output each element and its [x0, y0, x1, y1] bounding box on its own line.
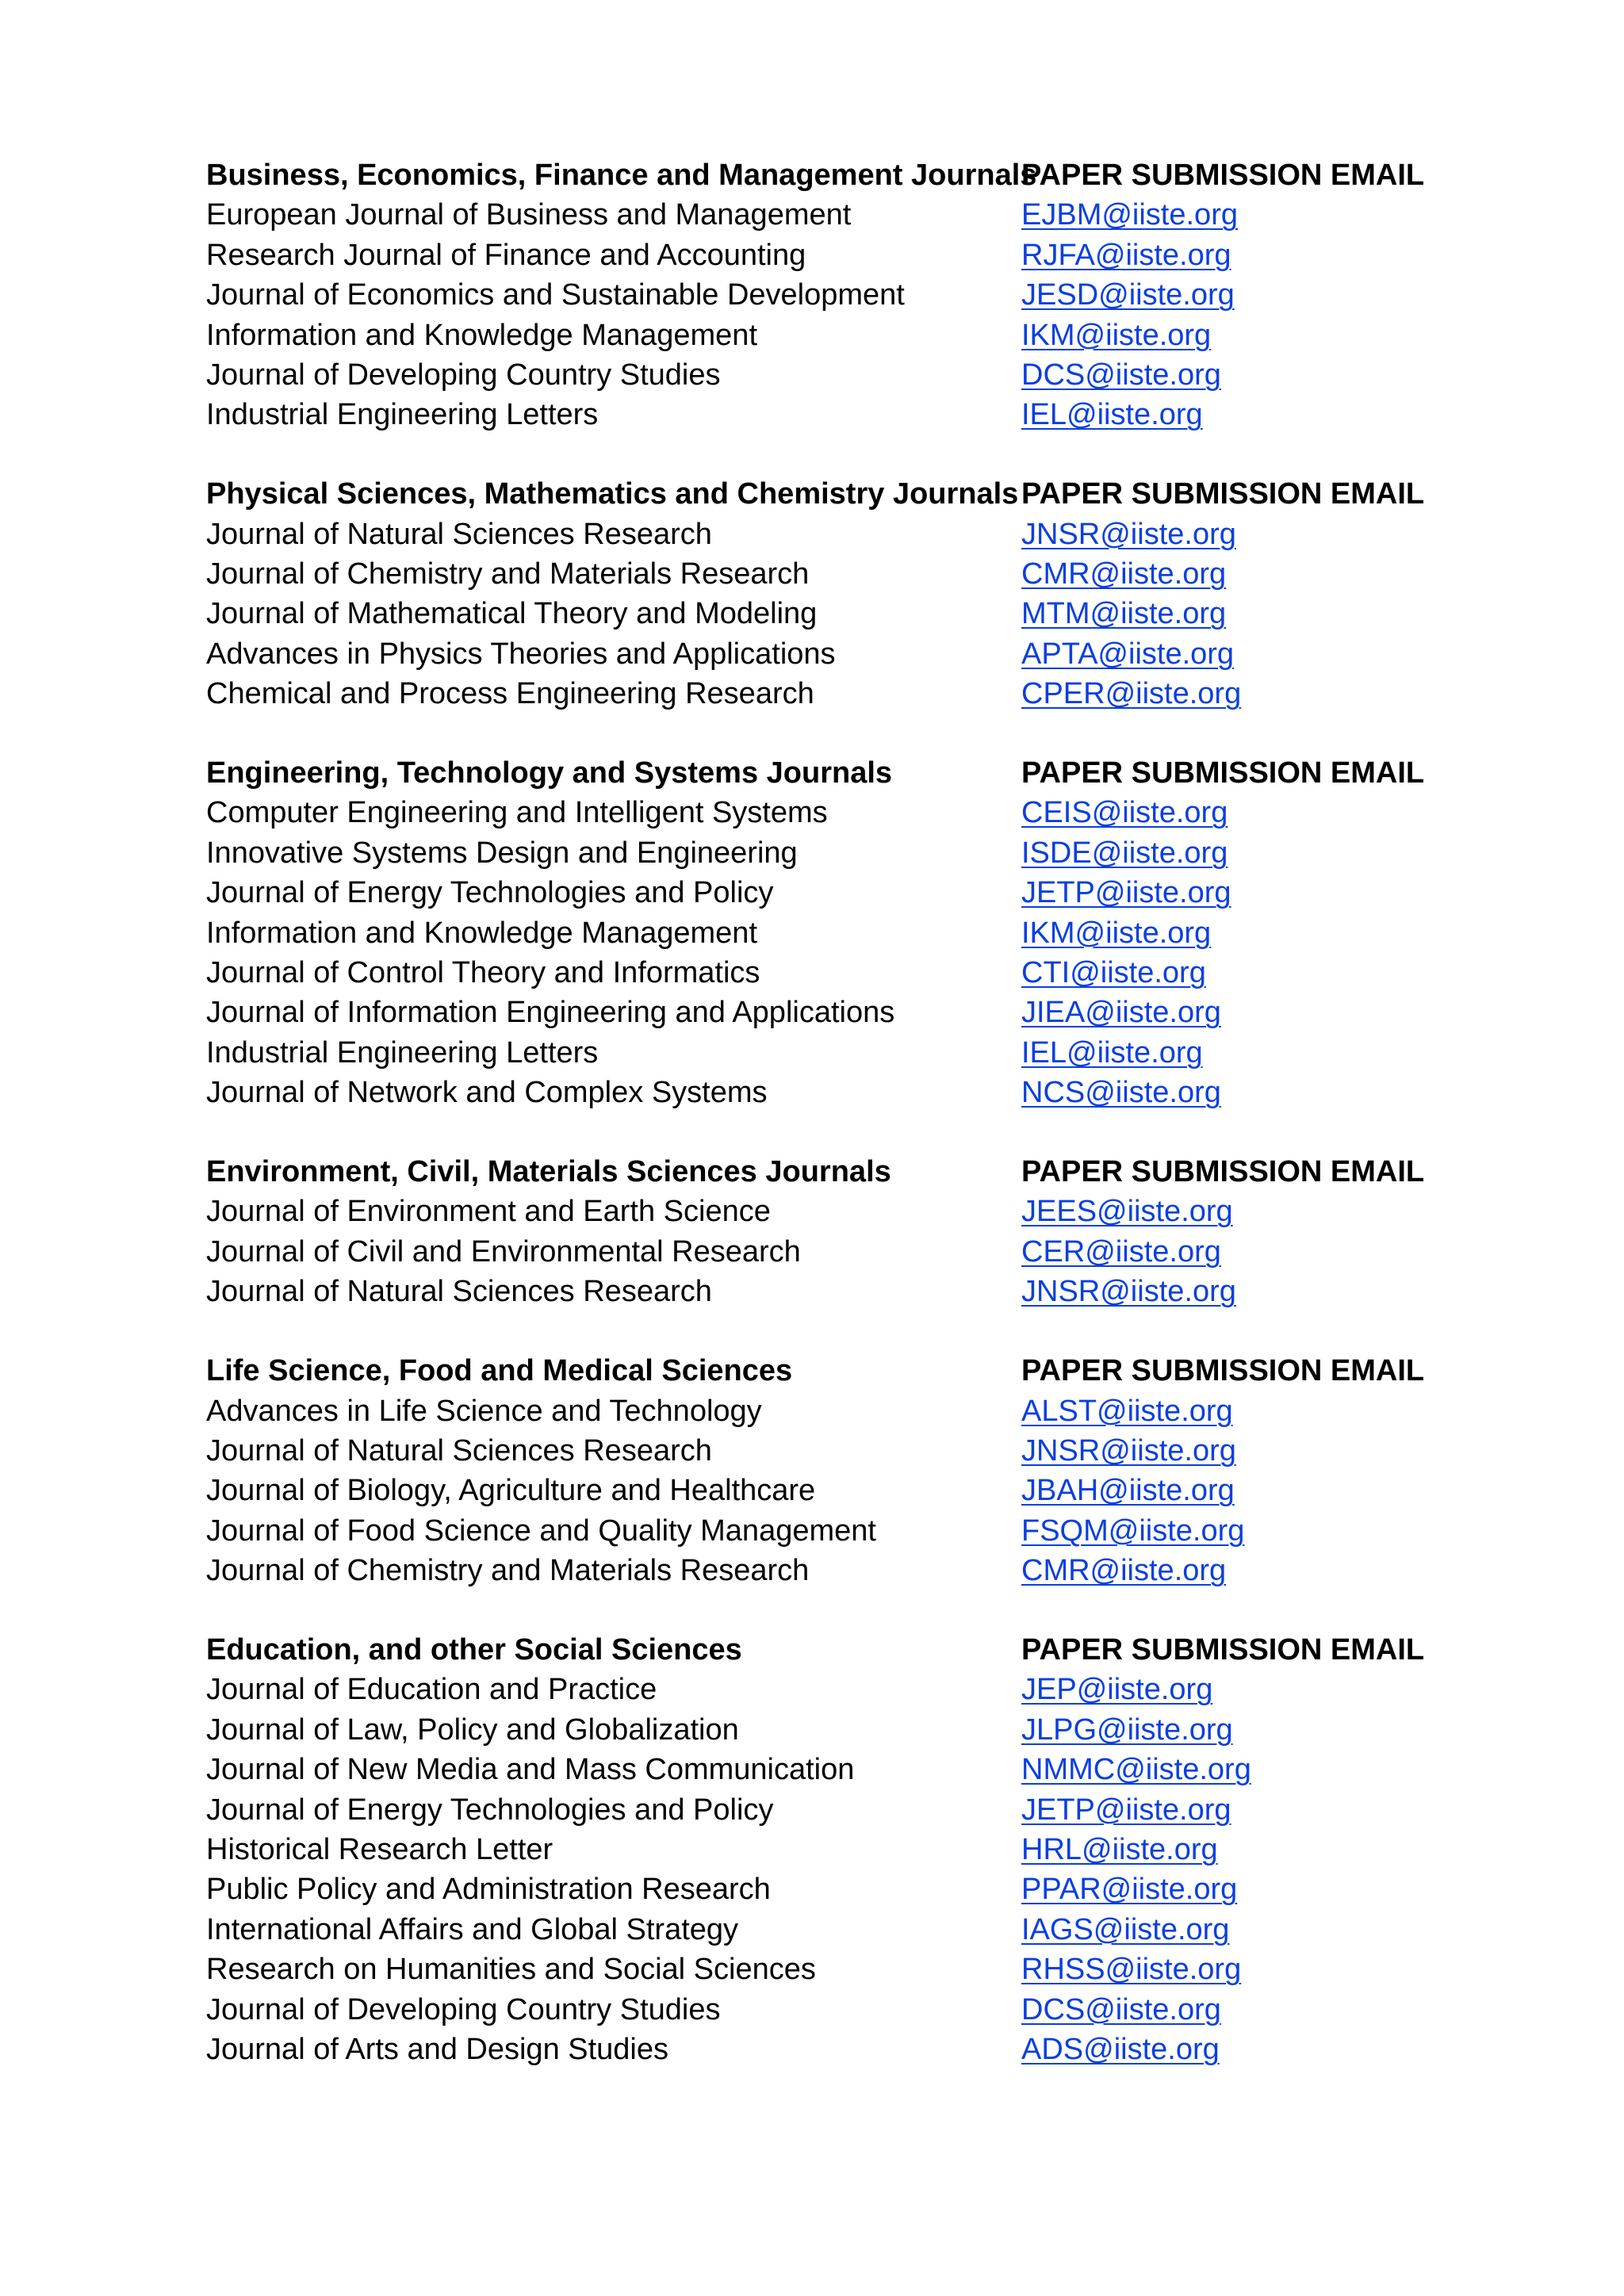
- journal-email-cell: [1021, 873, 1443, 913]
- journal-email-link[interactable]: JEP@iiste.org: [1021, 1673, 1213, 1707]
- journal-name: Journal of Natural Sciences Research: [206, 1275, 712, 1309]
- journal-email-link[interactable]: EJBM@iiste.org: [1021, 198, 1238, 232]
- journal-row: [206, 1750, 1443, 1789]
- journal-row: [206, 1232, 1443, 1272]
- email-column-header: PAPER SUBMISSION EMAIL: [1021, 756, 1425, 790]
- journal-row: [206, 1990, 1443, 2030]
- journal-name: Journal of Education and Practice: [206, 1673, 657, 1707]
- journal-name: Advances in Physics Theories and Applications: [206, 637, 836, 671]
- journal-email-link[interactable]: ALST@iiste.org: [1021, 1394, 1233, 1428]
- section-title: Life Science, Food and Medical Sciences: [206, 1354, 793, 1388]
- journal-name: Journal of Chemistry and Materials Research: [206, 1554, 810, 1588]
- journal-name: Journal of Law, Policy and Globalization: [206, 1712, 739, 1747]
- journal-email-link[interactable]: APTA@iiste.org: [1021, 637, 1235, 671]
- journal-name: Journal of Biology, Agriculture and Healthcare: [206, 1474, 816, 1508]
- journal-row: [206, 993, 1443, 1032]
- journal-email-link[interactable]: IKM@iiste.org: [1021, 318, 1212, 352]
- journal-row: [206, 355, 1443, 395]
- journal-row: [206, 2030, 1443, 2069]
- journal-email-link[interactable]: IEL@iiste.org: [1021, 1035, 1203, 1070]
- section-title: Engineering, Technology and Systems Journals: [206, 756, 893, 790]
- journal-email-link[interactable]: HRL@iiste.org: [1021, 1832, 1218, 1866]
- journal-email-link[interactable]: IEL@iiste.org: [1021, 398, 1203, 432]
- journal-section: [206, 474, 1443, 714]
- journal-email-cell: [1021, 1192, 1443, 1231]
- journal-name: Computer Engineering and Intelligent Systems: [206, 796, 828, 830]
- journal-name: Journal of Civil and Environmental Research: [206, 1234, 801, 1269]
- journal-email-cell: [1021, 594, 1443, 633]
- journal-row: [206, 873, 1443, 913]
- journal-email-link[interactable]: PPAR@iiste.org: [1021, 1873, 1238, 1907]
- journal-name: Chemical and Process Engineering Research: [206, 677, 814, 711]
- journal-email-link[interactable]: CER@iiste.org: [1021, 1234, 1221, 1269]
- journal-email-link[interactable]: IKM@iiste.org: [1021, 916, 1212, 950]
- journal-email-cell: [1021, 1869, 1443, 1909]
- journal-name: Research on Humanities and Social Sciences: [206, 1953, 816, 1987]
- journal-email-cell: [1021, 1910, 1443, 1950]
- journal-email-cell: [1021, 235, 1443, 275]
- journal-email-link[interactable]: JLPG@iiste.org: [1021, 1712, 1233, 1747]
- journal-email-cell: [1021, 1950, 1443, 1989]
- journal-row: [206, 1710, 1443, 1750]
- journal-email-directory: [206, 155, 1443, 2109]
- journal-name: Journal of Food Science and Quality Management: [206, 1513, 876, 1548]
- journal-email-cell: [1021, 1471, 1443, 1510]
- journal-email-cell: [1021, 913, 1443, 953]
- journal-row: [206, 515, 1443, 554]
- journal-name: Information and Knowledge Management: [206, 318, 758, 352]
- journal-email-cell: [1021, 1750, 1443, 1789]
- journal-name: Journal of Developing Country Studies: [206, 358, 721, 392]
- journal-name: Journal of Mathematical Theory and Modeling: [206, 597, 818, 631]
- journal-email-link[interactable]: CMR@iiste.org: [1021, 557, 1227, 591]
- email-column-header: PAPER SUBMISSION EMAIL: [1021, 1354, 1425, 1388]
- journal-email-link[interactable]: IAGS@iiste.org: [1021, 1912, 1230, 1946]
- journal-section: [206, 1630, 1443, 2069]
- email-column-header: PAPER SUBMISSION EMAIL: [1021, 1155, 1425, 1189]
- journal-email-cell: [1021, 395, 1443, 434]
- email-column-header: PAPER SUBMISSION EMAIL: [1021, 159, 1425, 192]
- journal-email-link[interactable]: CMR@iiste.org: [1021, 1554, 1227, 1588]
- journal-section: [206, 753, 1443, 1113]
- journal-email-link[interactable]: DCS@iiste.org: [1021, 358, 1221, 392]
- journal-name: Journal of Natural Sciences Research: [206, 517, 712, 551]
- journal-name: Historical Research Letter: [206, 1832, 553, 1866]
- journal-email-cell: [1021, 316, 1443, 355]
- journal-email-cell: [1021, 1990, 1443, 2030]
- journal-row: [206, 1471, 1443, 1510]
- journal-email-link[interactable]: RJFA@iiste.org: [1021, 238, 1231, 272]
- journal-email-link[interactable]: MTM@iiste.org: [1021, 597, 1227, 631]
- journal-row: [206, 1391, 1443, 1431]
- section-header-row: [206, 155, 1443, 195]
- journal-email-cell: [1021, 833, 1443, 873]
- journal-row: [206, 235, 1443, 275]
- journal-email-cell: [1021, 1431, 1443, 1471]
- journal-name: Journal of Environment and Earth Science: [206, 1195, 771, 1229]
- journal-email-link[interactable]: JNSR@iiste.org: [1021, 1433, 1236, 1468]
- journal-section: [206, 1351, 1443, 1590]
- section-title: Business, Economics, Finance and Management Journals: [206, 159, 1037, 192]
- journal-name: Industrial Engineering Letters: [206, 398, 599, 432]
- journal-row: [206, 1551, 1443, 1590]
- journal-name: Journal of Developing Country Studies: [206, 1992, 721, 2026]
- journal-email-link[interactable]: ISDE@iiste.org: [1021, 836, 1228, 870]
- journal-email-cell: [1021, 793, 1443, 832]
- journal-name: Information and Knowledge Management: [206, 916, 758, 950]
- journal-email-cell: [1021, 1033, 1443, 1073]
- journal-name: Journal of Arts and Design Studies: [206, 2032, 669, 2066]
- email-column-header: PAPER SUBMISSION EMAIL: [1021, 1633, 1425, 1667]
- journal-name: Journal of Natural Sciences Research: [206, 1433, 712, 1468]
- journal-row: [206, 953, 1443, 993]
- section-title: Education, and other Social Sciences: [206, 1633, 742, 1667]
- journal-email-cell: [1021, 1790, 1443, 1830]
- journal-email-link[interactable]: JIEA@iiste.org: [1021, 996, 1221, 1030]
- journal-email-cell: [1021, 1232, 1443, 1272]
- journal-name: Journal of New Media and Mass Communication: [206, 1753, 855, 1787]
- journal-row: [206, 275, 1443, 315]
- journal-row: [206, 594, 1443, 633]
- journal-email-link[interactable]: JEES@iiste.org: [1021, 1195, 1233, 1229]
- journal-email-link[interactable]: NMMC@iiste.org: [1021, 1753, 1251, 1787]
- journal-email-link[interactable]: JETP@iiste.org: [1021, 1793, 1231, 1827]
- journal-row: [206, 1033, 1443, 1073]
- section-header-row: [206, 1351, 1443, 1391]
- journal-name: Journal of Economics and Sustainable Development: [206, 278, 905, 312]
- journal-row: [206, 1073, 1443, 1112]
- journal-row: [206, 1869, 1443, 1909]
- journal-row: [206, 1511, 1443, 1551]
- journal-email-link[interactable]: CTI@iiste.org: [1021, 956, 1206, 990]
- section-header-row: [206, 474, 1443, 514]
- journal-row: [206, 554, 1443, 594]
- journal-row: [206, 793, 1443, 832]
- journal-email-link[interactable]: ADS@iiste.org: [1021, 2032, 1220, 2066]
- journal-email-cell: [1021, 515, 1443, 554]
- journal-email-link[interactable]: CPER@iiste.org: [1021, 677, 1242, 711]
- journal-name: Journal of Chemistry and Materials Research: [206, 557, 810, 591]
- journal-row: [206, 674, 1443, 714]
- journal-row: [206, 1910, 1443, 1950]
- section-title: Physical Sciences, Mathematics and Chemistry Journals: [206, 477, 1019, 511]
- journal-name: Advances in Life Science and Technology: [206, 1394, 762, 1428]
- journal-email-link[interactable]: JBAH@iiste.org: [1021, 1474, 1235, 1508]
- journal-row: [206, 913, 1443, 953]
- section-header-row: [206, 753, 1443, 793]
- journal-row: [206, 1950, 1443, 1989]
- journal-email-cell: [1021, 355, 1443, 395]
- journal-email-cell: [1021, 1710, 1443, 1750]
- journal-email-link[interactable]: JNSR@iiste.org: [1021, 517, 1236, 551]
- journal-email-cell: [1021, 1073, 1443, 1112]
- section-header-row: [206, 1630, 1443, 1670]
- journal-name: Journal of Energy Technologies and Policy: [206, 876, 774, 910]
- journal-row: [206, 1272, 1443, 1311]
- journal-email-cell: [1021, 1511, 1443, 1551]
- journal-email-link[interactable]: JETP@iiste.org: [1021, 876, 1231, 910]
- email-column-header: PAPER SUBMISSION EMAIL: [1021, 477, 1425, 511]
- journal-name: Journal of Information Engineering and Applications: [206, 996, 895, 1030]
- journal-email-cell: [1021, 1391, 1443, 1431]
- journal-email-cell: [1021, 674, 1443, 714]
- journal-row: [206, 1830, 1443, 1869]
- journal-name: Journal of Energy Technologies and Policy: [206, 1793, 774, 1827]
- section-header-row: [206, 1152, 1443, 1192]
- journal-section: [206, 1152, 1443, 1312]
- journal-name: Industrial Engineering Letters: [206, 1035, 599, 1070]
- journal-row: [206, 195, 1443, 235]
- journal-name: Journal of Network and Complex Systems: [206, 1076, 768, 1110]
- journal-email-cell: [1021, 275, 1443, 315]
- journal-name: Journal of Control Theory and Informatics: [206, 956, 760, 990]
- section-title: Environment, Civil, Materials Sciences Journals: [206, 1155, 891, 1189]
- journal-name: European Journal of Business and Management: [206, 198, 852, 232]
- journal-email-cell: [1021, 1272, 1443, 1311]
- journal-name: Public Policy and Administration Research: [206, 1873, 771, 1907]
- journal-email-link[interactable]: DCS@iiste.org: [1021, 1992, 1221, 2026]
- journal-name: Research Journal of Finance and Accounting: [206, 238, 806, 272]
- journal-email-link[interactable]: RHSS@iiste.org: [1021, 1953, 1242, 1987]
- journal-row: [206, 1431, 1443, 1471]
- journal-email-link[interactable]: JNSR@iiste.org: [1021, 1275, 1236, 1309]
- journal-email-link[interactable]: NCS@iiste.org: [1021, 1076, 1221, 1110]
- journal-row: [206, 316, 1443, 355]
- journal-email-link[interactable]: FSQM@iiste.org: [1021, 1513, 1245, 1548]
- journal-email-link[interactable]: JESD@iiste.org: [1021, 278, 1235, 312]
- journal-row: [206, 1670, 1443, 1709]
- journal-section: [206, 155, 1443, 435]
- journal-email-cell: [1021, 1670, 1443, 1709]
- journal-row: [206, 833, 1443, 873]
- journal-email-cell: [1021, 554, 1443, 594]
- journal-row: [206, 1790, 1443, 1830]
- journal-row: [206, 1192, 1443, 1231]
- journal-row: [206, 395, 1443, 434]
- journal-email-cell: [1021, 953, 1443, 993]
- journal-email-cell: [1021, 1830, 1443, 1869]
- journal-email-cell: [1021, 993, 1443, 1032]
- journal-name: Innovative Systems Design and Engineering: [206, 836, 798, 870]
- journal-email-cell: [1021, 195, 1443, 235]
- journal-name: International Affairs and Global Strategy: [206, 1912, 739, 1946]
- journal-email-cell: [1021, 1551, 1443, 1590]
- journal-email-cell: [1021, 2030, 1443, 2069]
- journal-email-cell: [1021, 634, 1443, 674]
- journal-row: [206, 634, 1443, 674]
- journal-email-link[interactable]: CEIS@iiste.org: [1021, 796, 1228, 830]
